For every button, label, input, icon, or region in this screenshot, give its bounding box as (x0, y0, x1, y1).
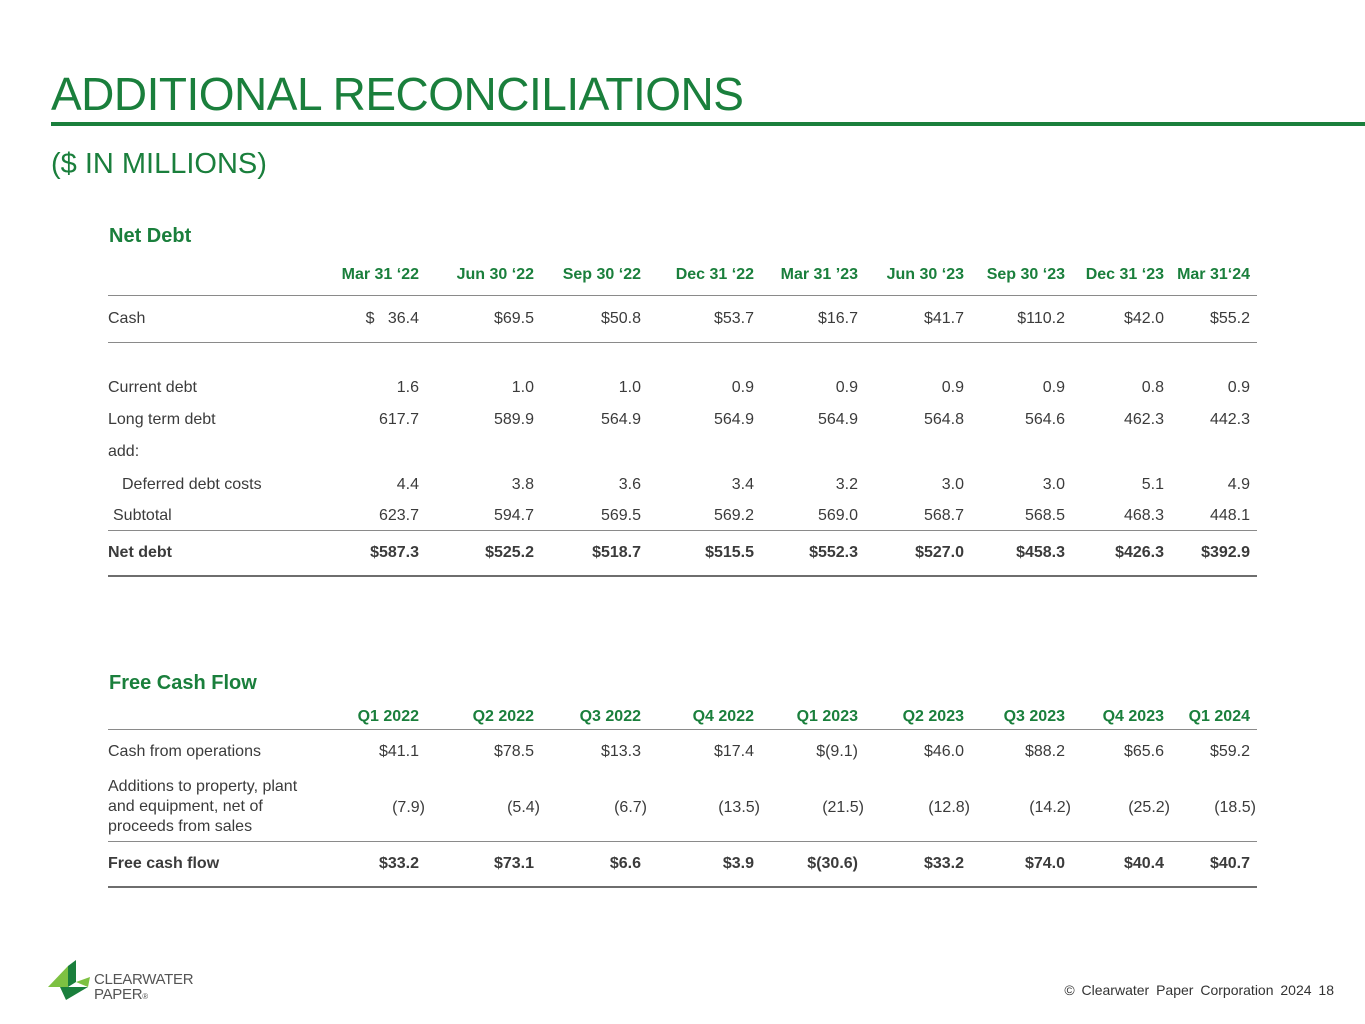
cell-value: 564.9 (713, 411, 754, 428)
logo-line-2-text: PAPER (94, 986, 143, 1003)
cell-value: $17.4 (713, 743, 754, 761)
footer (1064, 982, 1334, 998)
table-row-add (108, 436, 1257, 468)
row-label: add: (108, 443, 140, 460)
net-debt-title: Net Debt (109, 225, 192, 247)
cell-value: 0.9 (941, 379, 964, 396)
column-header: Q3 2023 (971, 705, 1072, 729)
table-row-cash (108, 295, 1257, 342)
cell-value: $525.2 (426, 530, 541, 576)
cell-value: 568.5 (971, 502, 1072, 530)
cell-value: (18.5) (1171, 775, 1257, 841)
cell-value: $ 36.4 (318, 295, 426, 342)
logo-registered-mark: ® (142, 992, 148, 1001)
table-row-free-cash-flow (108, 841, 1257, 887)
cell-value: (14.2) (971, 775, 1072, 841)
column-header: Q4 2022 (648, 705, 761, 729)
column-header: Dec 31 ‘23 (1072, 256, 1171, 295)
column-header: Q2 2022 (426, 705, 541, 729)
cell-value: $458.3 (971, 530, 1072, 576)
cell-value: $587.3 (318, 530, 426, 576)
free-cash-flow-table (108, 705, 1257, 888)
row-label: Deferred debt costs (122, 476, 262, 493)
cell-value: $50.8 (541, 295, 648, 342)
cell-value: $74.0 (971, 841, 1072, 887)
spacer-row (108, 342, 1257, 372)
free-cash-flow-title: Free Cash Flow (109, 672, 257, 694)
page-number: 18 (1318, 982, 1334, 998)
cell-value: (12.8) (865, 775, 971, 841)
header-spacer (108, 256, 318, 295)
cell-value: 594.7 (426, 502, 541, 530)
page-title: ADDITIONAL RECONCILIATIONS (51, 68, 744, 120)
row-label: Cash from operations (108, 743, 261, 761)
cell-value: $13.3 (600, 743, 641, 761)
column-header: Q3 2022 (541, 705, 648, 729)
row-label: Net debt (108, 530, 318, 576)
cell-value: 448.1 (1171, 502, 1257, 530)
column-header: Mar 31‘24 (1171, 256, 1257, 295)
cell-value: $40.7 (1171, 841, 1257, 887)
cell-value: $55.2 (1171, 295, 1257, 342)
cell-value: $(30.6) (761, 841, 865, 887)
cell-value: $515.5 (648, 530, 761, 576)
column-header: Q1 2022 (318, 705, 426, 729)
cell-value: 3.2 (835, 476, 858, 493)
column-header: Mar 31 ‘22 (318, 256, 426, 295)
logo-line-1: CLEARWATER (94, 971, 194, 988)
header-spacer (108, 705, 318, 729)
cell-value: 462.3 (1123, 411, 1164, 428)
table-row-cash-from-operations (108, 729, 1257, 775)
cell-value: $41.1 (378, 743, 419, 761)
cell-value: $392.9 (1171, 530, 1257, 576)
table-row-deferred-debt-costs (108, 468, 1257, 502)
column-header: Sep 30 ‘23 (971, 256, 1072, 295)
cell-value: 564.8 (923, 411, 964, 428)
cell-value: $110.2 (971, 295, 1072, 342)
cell-value: 3.4 (731, 476, 754, 493)
cell-value: 564.9 (600, 411, 641, 428)
page-subtitle: ($ IN MILLIONS) (51, 148, 267, 180)
table-row-additions (108, 775, 1257, 841)
cell-value: 623.7 (318, 502, 426, 530)
net-debt-header-row (108, 256, 1257, 295)
table-row-net-debt (108, 530, 1257, 576)
column-header: Q2 2023 (865, 705, 971, 729)
cell-value: $46.0 (923, 743, 964, 761)
table-row-long-term-debt (108, 404, 1257, 436)
column-header: Q4 2023 (1072, 705, 1171, 729)
table-row-current-debt (108, 372, 1257, 404)
cell-value: $53.7 (648, 295, 761, 342)
company-logo-text (94, 972, 193, 1004)
cell-value: 569.2 (648, 502, 761, 530)
row-label: Long term debt (108, 411, 216, 428)
cell-value: 0.9 (835, 379, 858, 396)
cell-value: 442.3 (1209, 411, 1250, 428)
cell-value: 617.7 (378, 411, 419, 428)
row-label: Current debt (108, 379, 197, 396)
cell-value: 3.8 (511, 476, 534, 493)
column-header: Q1 2023 (761, 705, 865, 729)
cell-value: $527.0 (865, 530, 971, 576)
cell-value: $6.6 (541, 841, 648, 887)
cell-value: 0.9 (1042, 379, 1065, 396)
cell-value: 3.0 (941, 476, 964, 493)
cell-value: 5.1 (1141, 476, 1164, 493)
column-header: Mar 31 ’23 (761, 256, 865, 295)
cell-value: (6.7) (541, 775, 648, 841)
row-label: Additions to property, plant and equipment, net of proceeds from sales (108, 775, 318, 841)
column-header: Sep 30 ‘22 (541, 256, 648, 295)
cell-value: (13.5) (648, 775, 761, 841)
table-row-subtotal (108, 502, 1257, 530)
cell-value: 589.9 (493, 411, 534, 428)
cell-value: $33.2 (318, 841, 426, 887)
cell-value: $426.3 (1072, 530, 1171, 576)
cell-value: 0.8 (1141, 379, 1164, 396)
column-header: Jun 30 ‘23 (865, 256, 971, 295)
cell-value: 564.6 (1024, 411, 1065, 428)
cell-value: (25.2) (1072, 775, 1171, 841)
cell-value: 1.0 (511, 379, 534, 396)
cell-value: 0.9 (731, 379, 754, 396)
cell-value: 568.7 (865, 502, 971, 530)
cell-value: $65.6 (1123, 743, 1164, 761)
cell-value: (21.5) (761, 775, 865, 841)
column-header: Dec 31 ‘22 (648, 256, 761, 295)
row-label: Subtotal (108, 502, 318, 530)
cell-value: 564.9 (817, 411, 858, 428)
cell-value: $73.1 (426, 841, 541, 887)
cell-value: 4.9 (1227, 476, 1250, 493)
column-header: Q1 2024 (1171, 705, 1257, 729)
cell-value: $59.2 (1209, 743, 1250, 761)
cell-value: $78.5 (493, 743, 534, 761)
copyright-text: © Clearwater Paper Corporation 2024 (1064, 982, 1312, 998)
logo-line-2 (94, 987, 193, 1004)
title-divider (51, 122, 1365, 126)
empty-cell (318, 436, 1257, 468)
cell-value: 4.4 (396, 476, 419, 493)
column-header: Jun 30 ‘22 (426, 256, 541, 295)
cell-value: $518.7 (541, 530, 648, 576)
cell-value: $(9.1) (816, 743, 858, 761)
cell-value: $41.7 (865, 295, 971, 342)
cell-value: 1.0 (618, 379, 641, 396)
cell-value: $69.5 (426, 295, 541, 342)
net-debt-table (108, 256, 1257, 577)
cell-value: (5.4) (426, 775, 541, 841)
cell-value: 569.0 (761, 502, 865, 530)
cell-value: $3.9 (648, 841, 761, 887)
cell-value: $552.3 (761, 530, 865, 576)
cell-value: 3.0 (1042, 476, 1065, 493)
cell-value: (7.9) (318, 775, 426, 841)
row-label: Free cash flow (108, 841, 318, 887)
cell-value: $42.0 (1072, 295, 1171, 342)
cell-value: $40.4 (1072, 841, 1171, 887)
cell-value: 3.6 (618, 476, 641, 493)
cell-value: 1.6 (396, 379, 419, 396)
cell-value: 569.5 (541, 502, 648, 530)
cell-value: 0.9 (1227, 379, 1250, 396)
fcf-header-row (108, 705, 1257, 729)
spacer-cell (108, 342, 1257, 372)
row-label: Cash (108, 295, 318, 342)
cell-value: $16.7 (761, 295, 865, 342)
cell-value: $33.2 (865, 841, 971, 887)
cell-value: 468.3 (1072, 502, 1171, 530)
cell-value: $88.2 (1024, 743, 1065, 761)
